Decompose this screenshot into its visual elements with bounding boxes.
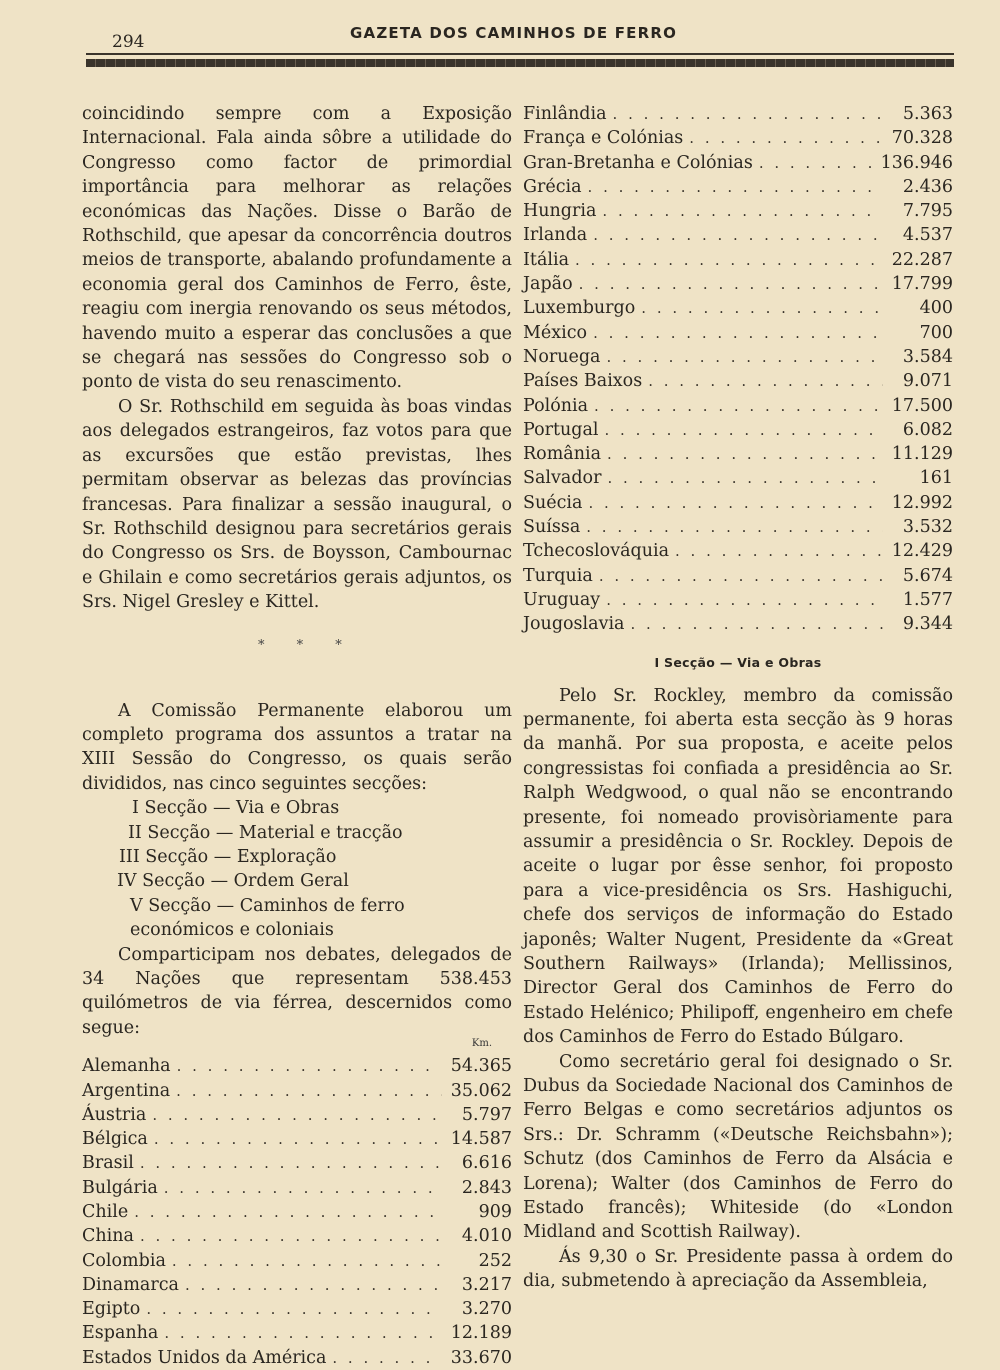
country-name: Áustria [82, 1104, 147, 1125]
dot-leader [648, 369, 883, 393]
table-row [523, 248, 953, 272]
country-name: Uruguay [523, 589, 601, 610]
table-row [523, 102, 953, 126]
dot-leader [586, 515, 883, 539]
km-value: 12.429 [891, 541, 953, 562]
country-name: Jougoslavia [523, 614, 625, 635]
country-name: Estados Unidos da América [82, 1347, 327, 1368]
dot-leader [134, 1200, 442, 1224]
km-value: 3.584 [902, 346, 953, 367]
dot-leader [593, 223, 883, 247]
table-row [523, 175, 953, 199]
km-value: 700 [919, 322, 953, 343]
country-name: França e Colónias [523, 128, 684, 149]
km-value: 252 [478, 1250, 512, 1271]
dot-leader [607, 442, 883, 466]
km-value: 35.062 [450, 1080, 512, 1101]
dot-leader [675, 539, 883, 563]
table-row [523, 345, 953, 369]
km-value: 1.577 [902, 589, 953, 610]
table-row [523, 272, 953, 296]
km-value: 33.670 [450, 1347, 512, 1368]
country-name: Egipto [82, 1299, 141, 1320]
country-name: Colombia [82, 1250, 166, 1271]
km-value: 9.344 [902, 614, 953, 635]
table-row [523, 491, 953, 515]
country-name: Brasil [82, 1153, 134, 1174]
table-row [523, 442, 953, 466]
railway-length-table [523, 102, 953, 637]
country-name: Tchecoslováquia [523, 541, 670, 562]
paragraph: A Comissão Permanente elaborou um completo programa dos assuntos a tratar na XIII Sessão do Congresso, os quais serão divididos, nas cinco seguintes secções: [82, 700, 512, 794]
dot-leader [177, 1054, 442, 1078]
table-row [523, 394, 953, 418]
section-item: V Secção — Caminhos de ferro económicos e coloniais [130, 895, 405, 941]
paragraph: Pelo Sr. Rockley, membro da comissão permanente, foi aberta esta secção às 9 horas da manhã. Por sua proposta, e aceite pelos congressistas foi confiada a presidência ao Sr. Ralph Wedgwood, o qual não se encontrando presente, foi nomeado provisòriamente para assumir a presidência o Sr. Rockley. Depois de aceite o lugar por êsse senhor, foi proposto para a vice-presidência os Srs. Hashiguchi, chefe dos serviços de informação do Estado japonês; Walter Nugent, Presidente da «Great Southern Railways» (Irlanda); Mellissinos, Director Geral dos Caminhos de Ferro do Estado Helénico; Philipoff, engenheiro em chefe dos Caminhos de Ferro do Estado Búlgaro. [523, 685, 953, 1048]
dot-leader [593, 321, 883, 345]
dot-leader [759, 151, 875, 175]
table-row [82, 1273, 512, 1297]
km-value: 5.797 [461, 1104, 512, 1125]
country-name: Dinamarca [82, 1274, 179, 1295]
country-name: Finlândia [523, 104, 607, 124]
table-row [523, 321, 953, 345]
header-rule-ornament [86, 59, 954, 67]
dot-leader [588, 175, 883, 199]
paragraph: O Sr. Rothschild em seguida às boas vindas aos delegados estrangeiros, faz votos para que as excursões que estão previstas, lhes permitam observar as belezas das províncias francesas. Para finalizar a sessão inaugural, o Sr. Rothschild designou para secretários gerais do Congresso os Srs. de Boysson, Cambournac e Ghilain e como secretários gerais adjuntos, os Srs. Nigel Gresley e Kittel. [82, 396, 512, 613]
table-row [523, 564, 953, 588]
dot-leader [602, 199, 883, 223]
country-name: Suécia [523, 492, 583, 513]
country-name: Chile [82, 1202, 129, 1222]
table-row [82, 1224, 512, 1248]
dot-leader [594, 394, 883, 418]
dot-leader [140, 1224, 442, 1248]
country-name: Gran-Bretanha e Colónias [523, 152, 753, 173]
country-name: Noruega [523, 346, 601, 367]
table-row [82, 1200, 512, 1224]
dot-leader [641, 296, 883, 320]
table-row [523, 515, 953, 539]
km-value: 12.189 [450, 1323, 512, 1344]
section-item: II Secção — Material e tracção [128, 822, 403, 843]
section-item: I Secção — Via e Obras [132, 798, 340, 819]
dot-leader [631, 612, 884, 636]
right-column [523, 102, 953, 1294]
km-value: 4.010 [461, 1226, 512, 1247]
table-row [523, 296, 953, 320]
table-row [523, 588, 953, 612]
section-item: III Secção — Exploração [119, 846, 337, 867]
country-name: Suíssa [523, 517, 581, 538]
km-value: 22.287 [891, 249, 953, 270]
km-value: 6.616 [461, 1153, 512, 1174]
dot-leader [146, 1297, 442, 1321]
km-value: 5.363 [902, 104, 953, 124]
table-row [523, 369, 953, 393]
dot-leader [575, 248, 883, 272]
country-name: Países Baixos [523, 371, 643, 392]
km-value: 11.129 [891, 444, 953, 465]
page-number: 294 [112, 32, 145, 52]
country-name: Itália [523, 249, 570, 270]
dot-leader [606, 588, 883, 612]
paragraph: coincidindo sempre com a Exposição Internacional. Fala ainda sôbre a utilidade do Congresso como factor de primordial importância para melhorar as relações económicas das Nações. Disse o Barão de Rothschild, que apesar da concorrência doutros meios de transporte, abalando profundamente a economia geral dos Caminhos de Ferro, êste, reagiu com inergia renovando os seus métodos, havendo muito a esperar das conclusões a que se chegará nas sessões do Congresso sob o ponto de vista do seu renascimento. [82, 104, 512, 393]
country-name: Bélgica [82, 1129, 148, 1150]
km-value: 7.795 [902, 201, 953, 222]
country-name: Salvador [523, 468, 602, 489]
table-row [523, 199, 953, 223]
section-list [82, 796, 512, 942]
country-name: Bulgária [82, 1177, 158, 1198]
dot-leader [172, 1249, 442, 1273]
table-row [523, 223, 953, 247]
dot-leader [599, 564, 883, 588]
paragraph: Ás 9,30 o Sr. Presidente passa à ordem do dia, submetendo à apreciação da Assembleia, [523, 1246, 953, 1292]
dot-leader [332, 1346, 442, 1370]
km-value: 14.587 [450, 1129, 512, 1150]
km-value: 3.217 [461, 1274, 512, 1295]
table-row [523, 151, 953, 175]
country-name: México [523, 322, 588, 343]
section-separator: * * * [258, 638, 356, 653]
dot-leader [579, 272, 883, 296]
km-value: 70.328 [891, 128, 953, 149]
table-row [82, 1127, 512, 1151]
km-value: 136.946 [880, 152, 953, 173]
dot-leader [606, 345, 883, 369]
dot-leader [152, 1103, 442, 1127]
km-value: 400 [919, 298, 953, 319]
country-name: Luxemburgo [523, 298, 636, 319]
journal-title: GAZETA DOS CAMINHOS DE FERRO [350, 24, 678, 42]
table-row [82, 1054, 512, 1078]
table-row [82, 1346, 512, 1370]
km-value: 2.436 [902, 176, 953, 197]
km-value: 161 [919, 468, 953, 489]
dot-leader [613, 102, 883, 126]
dot-leader [164, 1176, 442, 1200]
country-name: Hungria [523, 201, 597, 222]
table-row [82, 1151, 512, 1175]
country-name: Japão [523, 274, 573, 295]
dot-leader [140, 1151, 442, 1175]
dot-leader [176, 1079, 442, 1103]
country-name: China [82, 1226, 134, 1247]
km-value: 3.532 [902, 517, 953, 538]
left-column [82, 102, 512, 1370]
dot-leader [605, 418, 883, 442]
country-name: Polónia [523, 395, 589, 416]
dot-leader [607, 466, 883, 490]
table-row [82, 1249, 512, 1273]
country-name: Irlanda [523, 225, 588, 246]
table-row [523, 418, 953, 442]
km-value: 4.537 [902, 225, 953, 246]
table-row [523, 466, 953, 490]
table-row [82, 1321, 512, 1345]
country-name: Espanha [82, 1323, 159, 1344]
country-name: Argentina [82, 1080, 171, 1101]
table-row [523, 126, 953, 150]
table-row [82, 1297, 512, 1321]
dot-leader [185, 1273, 442, 1297]
km-value: 54.365 [450, 1056, 512, 1077]
table-row [82, 1103, 512, 1127]
paragraph: Comparticipam nos debates, delegados de 34 Nações que representam 538.453 quilómetros de via férrea, descernidos como segue: [82, 944, 512, 1038]
km-value: 5.674 [902, 565, 953, 586]
table-row [82, 1176, 512, 1200]
country-name: Alemanha [82, 1056, 171, 1077]
km-value: 12.992 [891, 492, 953, 513]
country-name: Turquia [523, 565, 593, 586]
unit-label: Km. [471, 1038, 492, 1050]
country-name: Portugal [523, 419, 599, 440]
country-name: Grécia [523, 176, 582, 197]
table-row [523, 539, 953, 563]
dot-leader [689, 126, 883, 150]
km-value: 9.071 [902, 371, 953, 392]
header-rule [86, 53, 954, 55]
railway-length-table [82, 1054, 512, 1370]
km-value: 2.843 [461, 1177, 512, 1198]
km-value: 17.500 [891, 395, 953, 416]
table-row [82, 1079, 512, 1103]
dot-leader [588, 491, 883, 515]
dot-leader [154, 1127, 442, 1151]
km-value: 3.270 [461, 1299, 512, 1320]
country-name: România [523, 444, 602, 465]
km-value: 909 [478, 1202, 512, 1222]
section-item: IV Secção — Ordem Geral [117, 871, 349, 892]
paragraph: Como secretário geral foi designado o Sr. Dubus da Sociedade Nacional dos Caminhos de Ferro Belgas e como secretários adjuntos os Srs.: Dr. Schramm («Deutsche Reichsbahn»); Schutz (dos Caminhos de Ferro da Alsácia e Lorena); Walter (dos Caminhos de Ferro do Estado francês); Whiteside (do «London Midland and Scottish Railway). [523, 1051, 953, 1243]
dot-leader [164, 1321, 442, 1345]
km-value: 17.799 [891, 274, 953, 295]
table-row [523, 612, 953, 636]
km-value: 6.082 [902, 419, 953, 440]
section-heading: I Secção — Via e Obras [654, 654, 822, 670]
